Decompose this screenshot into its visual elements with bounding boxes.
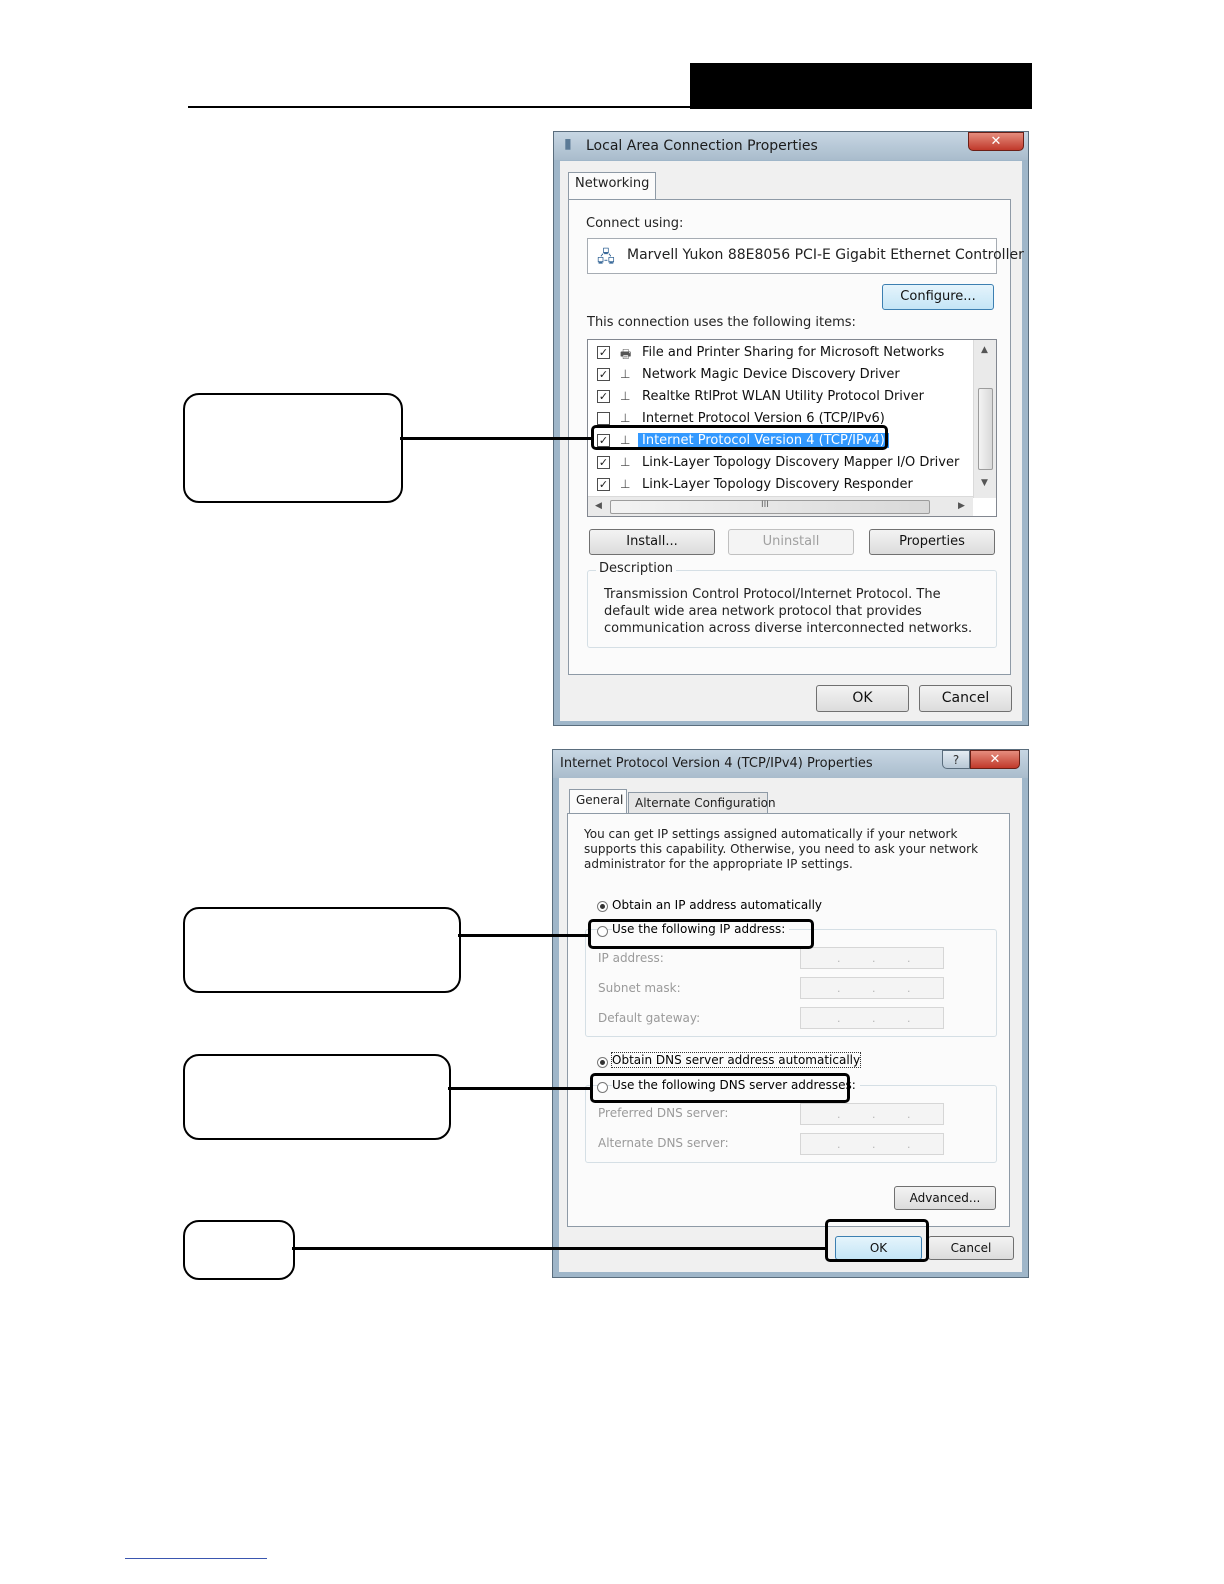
ip-address-label: IP address: [598,951,664,965]
subnet-mask-input[interactable] [800,977,944,999]
close-icon: ✕ [989,752,1001,767]
adapter-field [587,238,1024,274]
advanced-button-label: Advanced... [909,1191,981,1205]
ip-separator: . [872,952,876,965]
scroll-left-icon[interactable]: ◀ [595,501,602,511]
list-item-label: Link-Layer Topology Discovery Responder [642,477,913,492]
close-icon: ✕ [990,134,1002,149]
callout-line-ok [292,1247,828,1250]
ok-button-label: OK [869,1241,888,1255]
alternate-dns-input[interactable] [800,1133,944,1155]
ipv4-properties-dialog [552,749,1029,1278]
default-gateway-label: Default gateway: [598,1011,701,1025]
title-bar [554,132,1028,160]
dialog-body [559,778,1022,1272]
scroll-grip: III [761,500,769,510]
checkbox[interactable]: ✓ [598,368,609,381]
checkbox[interactable]: ✓ [598,434,609,447]
configure-button[interactable] [882,284,994,310]
ip-separator: . [872,1138,876,1151]
cancel-button[interactable] [928,1236,1014,1260]
printer-sharing-icon: 🖶 [620,347,632,361]
cancel-button[interactable] [919,685,1012,712]
general-panel [567,813,1010,1227]
advanced-button[interactable] [894,1186,996,1210]
ip-separator: . [872,1012,876,1025]
description-title: Description [596,561,676,576]
help-button[interactable] [942,750,970,769]
callout-box-static-dns [183,1054,451,1140]
ip-separator: . [837,952,841,965]
highlight-use-ip-radio [588,919,814,949]
list-item-label: Realtke RtlProt WLAN Utility Protocol Driver [642,389,924,404]
ip-separator: . [837,982,841,995]
horizontal-scrollbar[interactable] [588,496,973,517]
checkbox[interactable]: ✓ [598,478,609,491]
adapter-name: Marvell Yukon 88E8056 PCI-E Gigabit Ethernet Controller [627,247,1024,263]
callout-line-static-dns [448,1087,591,1090]
connect-using-label: Connect using: [586,216,684,231]
ip-separator: . [837,1108,841,1121]
title-bar [553,750,1028,778]
scroll-right-icon[interactable]: ▶ [958,501,965,511]
ip-separator: . [907,1012,911,1025]
default-gateway-input[interactable] [800,1007,944,1029]
list-item[interactable] [588,343,968,363]
description-text: Transmission Control Protocol/Internet Protocol. The default wide area network protocol that provides communication across diverse interconnected networks. [604,587,973,636]
list-item-label: Internet Protocol Version 4 (TCP/IPv4) [638,433,889,448]
ip-address-input[interactable] [800,947,944,969]
scroll-up-icon[interactable]: ▲ [981,345,988,355]
protocol-icon: ⊥ [620,411,631,425]
dialog-title: Internet Protocol Version 4 (TCP/IPv4) Properties [560,756,873,771]
checkbox[interactable] [597,412,610,425]
ip-separator: . [872,982,876,995]
configure-button-label: Configure... [900,289,976,304]
header-rule [188,106,1030,108]
protocol-icon: ⊥ [620,389,631,403]
ok-button-label: OK [852,690,873,706]
callout-box-ok [183,1220,295,1280]
protocol-icon: ⊥ [620,367,631,381]
alternate-dns-label: Alternate DNS server: [598,1136,729,1150]
radio-use-ip-label: Use the following IP address: [612,922,789,936]
list-item[interactable] [588,453,968,473]
close-button[interactable] [970,750,1020,769]
list-item[interactable] [588,387,968,407]
ip-separator: . [907,1108,911,1121]
items-label: This connection uses the following items: [587,315,856,330]
properties-button-label: Properties [899,534,965,549]
uninstall-button[interactable] [728,529,854,555]
ip-separator: . [907,982,911,995]
network-adapter-icon: 🖧 [597,247,615,266]
description-group [587,561,997,648]
callout-line-ipv4 [400,437,591,440]
tab-general-label: General [576,793,624,807]
subnet-mask-label: Subnet mask: [598,981,681,995]
ip-separator: . [872,1108,876,1121]
ip-separator: . [907,952,911,965]
preferred-dns-label: Preferred DNS server: [598,1106,729,1120]
ip-separator: . [837,1138,841,1151]
tab-alternate-configuration[interactable] [628,792,776,814]
list-item-label: Network Magic Device Discovery Driver [642,367,900,382]
cancel-button-label: Cancel [950,1241,992,1255]
install-button[interactable] [589,529,715,555]
callout-box-static-ip [183,907,461,993]
vertical-scroll-thumb[interactable] [978,388,993,470]
dialog-title: Local Area Connection Properties [586,138,818,154]
protocol-icon: ⊥ [620,455,631,469]
tab-networking[interactable] [568,172,656,200]
list-item-label: Internet Protocol Version 6 (TCP/IPv6) [642,411,885,426]
list-item[interactable] [588,475,968,495]
tab-networking-label: Networking [575,176,650,191]
ip-separator: . [907,1138,911,1151]
callout-box-ipv4 [183,393,403,503]
intro-text: You can get IP settings assigned automatically if your network supports this capability. Otherwise, you need to ask your network administrator for the appropriate IP settings. [584,827,979,871]
list-item-label: File and Printer Sharing for Microsoft Networks [642,345,945,360]
horizontal-scroll-thumb[interactable] [610,500,930,514]
tab-alternate-label: Alternate Configuration [635,796,776,810]
help-icon: ? [952,753,960,767]
checkbox[interactable]: ✓ [598,346,609,359]
close-button[interactable] [968,132,1024,151]
list-item[interactable] [588,365,968,385]
footer-rule [125,1558,267,1559]
protocol-icon: ⊥ [620,477,631,491]
preferred-dns-input[interactable] [800,1103,944,1125]
radio-obtain-ip-label: Obtain an IP address automatically [612,898,823,912]
ip-separator: . [837,1012,841,1025]
uninstall-button-label: Uninstall [762,534,820,549]
checkbox[interactable]: ✓ [598,390,609,403]
radio-use-dns-label: Use the following DNS server addresses: [612,1078,860,1092]
highlight-use-dns-radio [590,1073,850,1103]
radio-obtain-dns-label: Obtain DNS server address automatically [612,1053,861,1067]
scroll-down-icon[interactable]: ▼ [981,478,988,488]
highlight-ok-button [825,1219,929,1262]
network-icon: ▮ [564,136,572,152]
radio-obtain-ip[interactable] [597,901,608,912]
radio-obtain-dns[interactable] [597,1057,608,1068]
install-button-label: Install... [626,534,678,549]
protocol-icon: ⊥ [620,433,631,447]
checkbox[interactable]: ✓ [598,456,609,469]
highlight-ipv4-item [591,425,888,450]
header-bar [690,63,1032,109]
vertical-scrollbar[interactable] [973,340,997,498]
tab-general[interactable] [569,789,627,815]
callout-line-static-ip [458,934,589,937]
ok-button[interactable] [816,685,909,712]
cancel-button-label: Cancel [941,690,990,706]
list-item-label: Link-Layer Topology Discovery Mapper I/O Driver [642,455,960,470]
properties-button[interactable] [869,529,995,555]
